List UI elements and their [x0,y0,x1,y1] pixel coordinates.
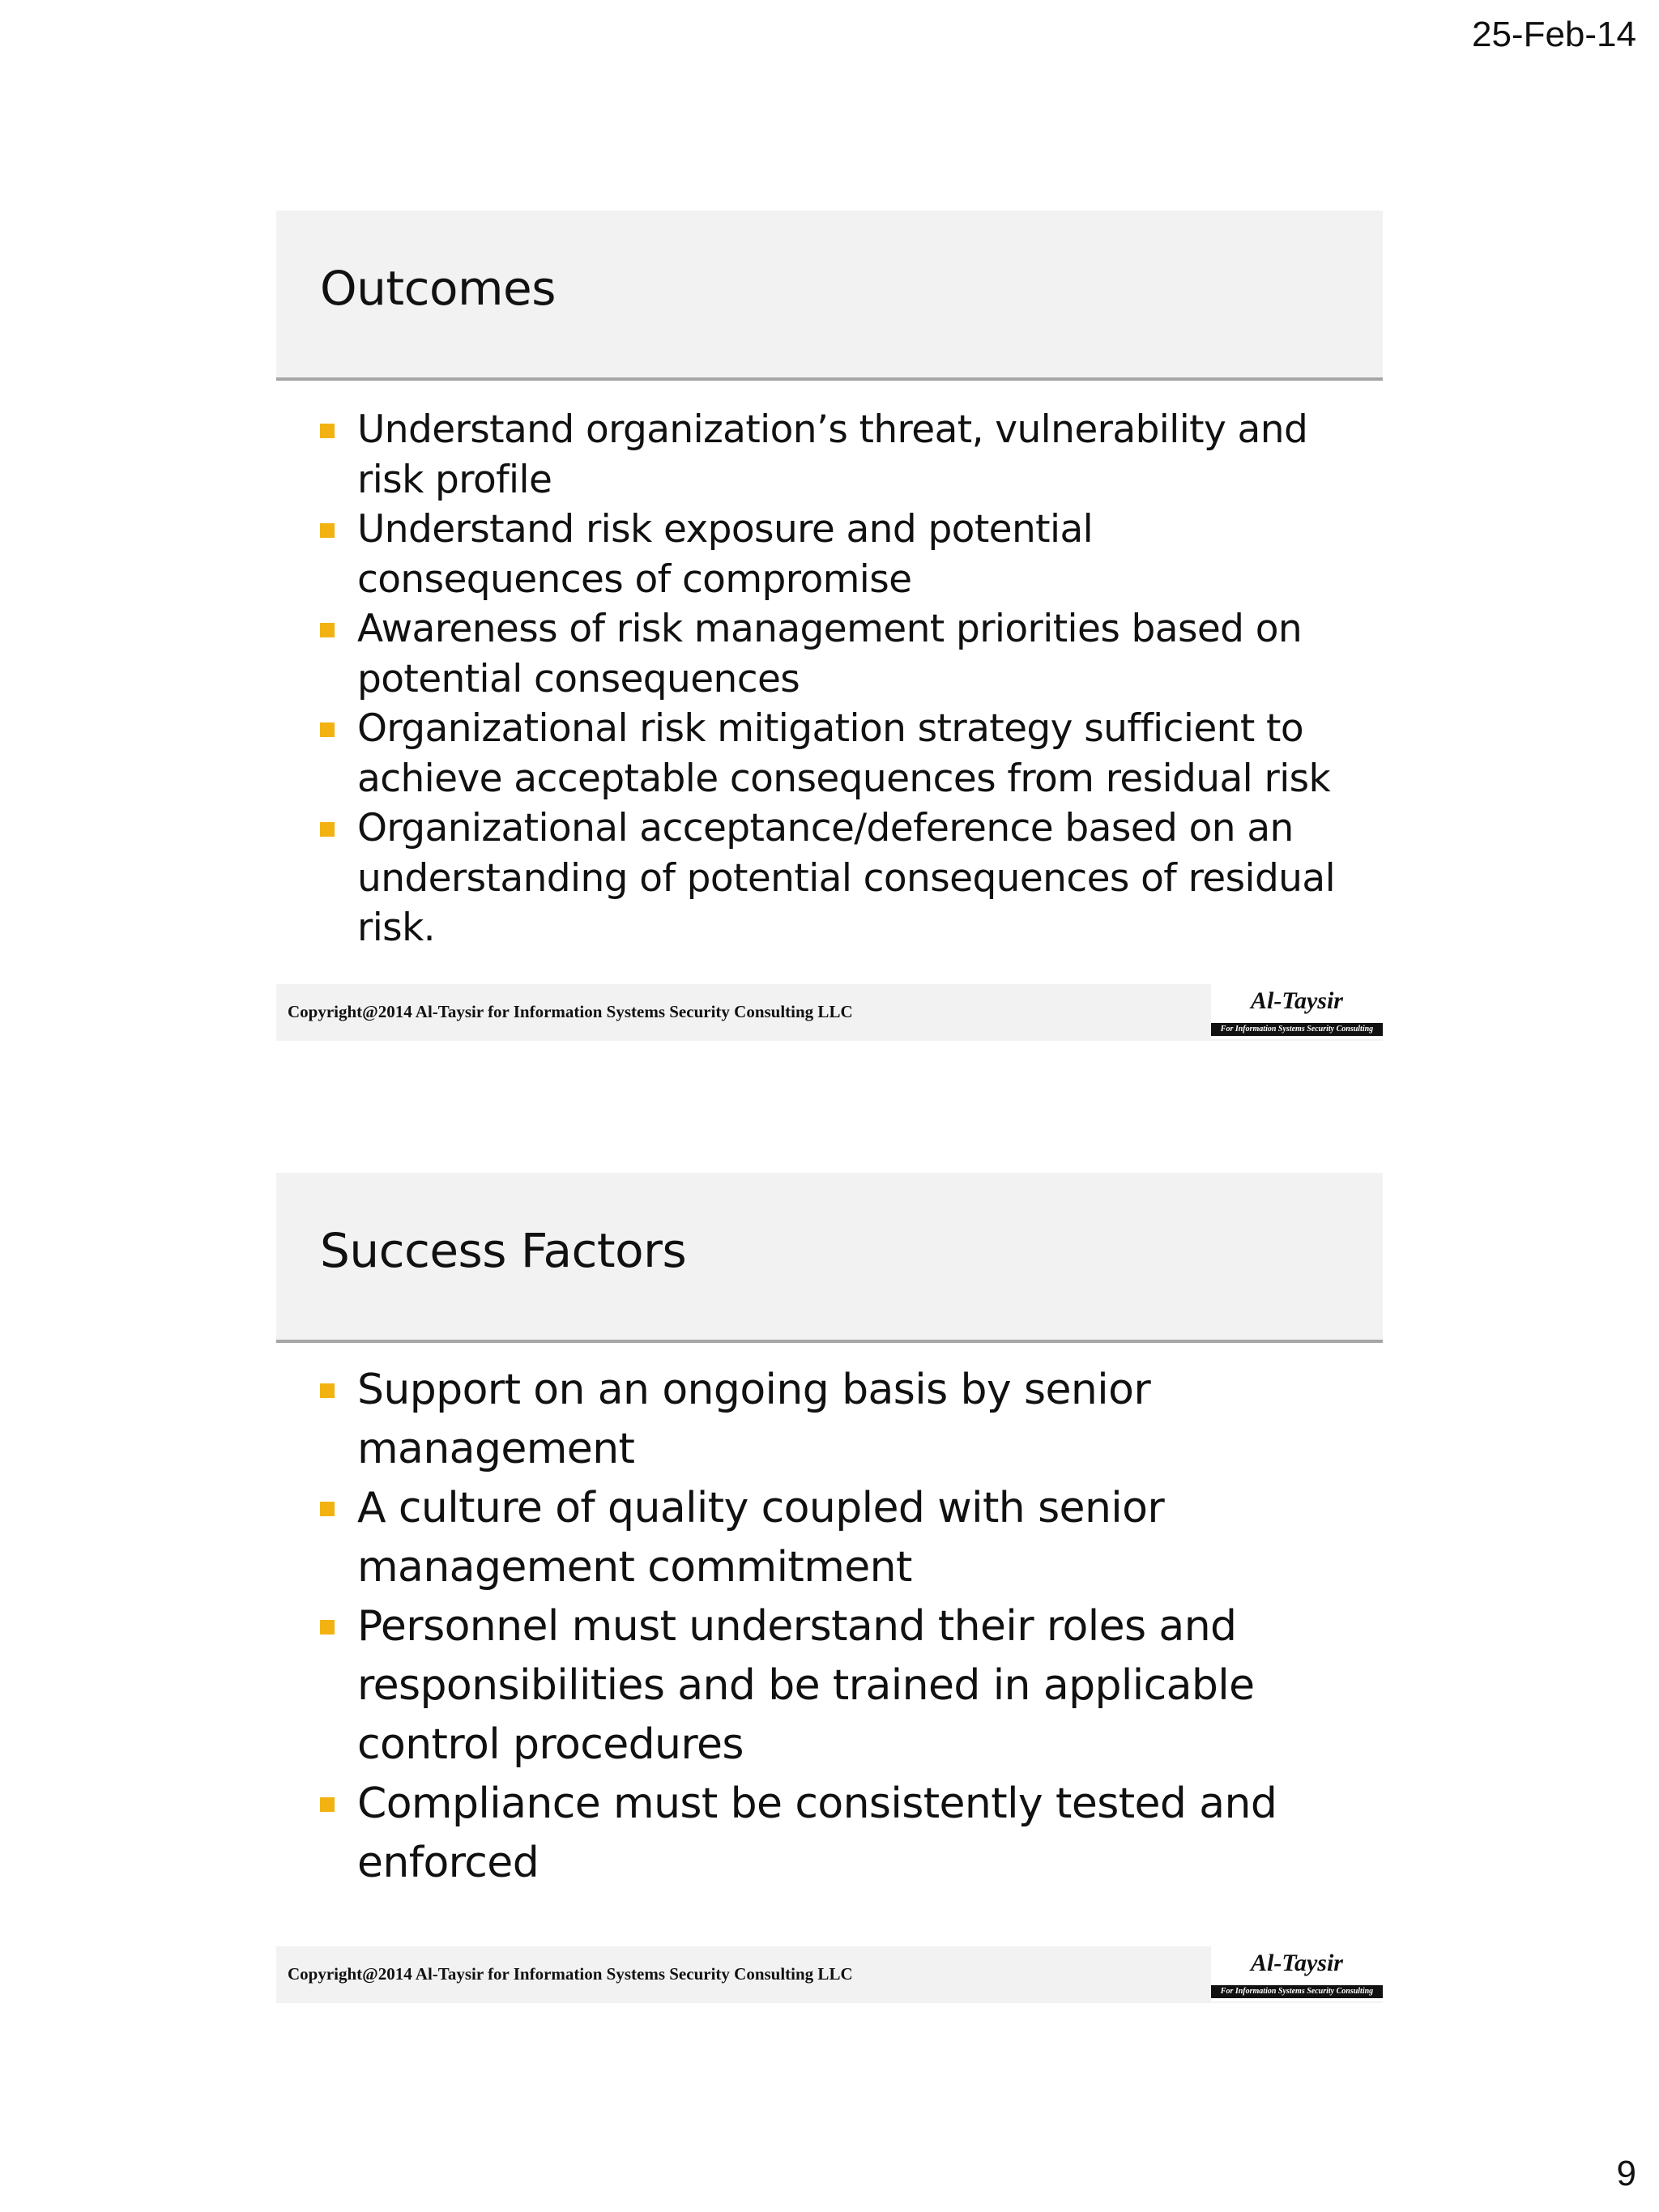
logo-name: Al-Taysir [1251,1950,1343,1976]
bullet-list [320,1361,1365,1893]
square-bullet-icon [320,1502,335,1516]
square-bullet-icon [320,822,335,837]
page-number: 9 [1616,2154,1636,2193]
bullet-text: A culture of quality coupled with senior management commitment [357,1484,1165,1592]
bullet-text: Awareness of risk management priorities based on potential consequences [357,607,1303,701]
square-bullet-icon [320,722,335,737]
logo-tagline: For Information Systems Security Consulting [1211,1023,1383,1036]
company-logo [1211,984,1383,1039]
slide-title: Success Factors [320,1223,687,1278]
bullet-text: Organizational risk mitigation strategy sufficient to achieve acceptable consequences from residual risk [357,706,1331,801]
slide-success-factors [276,1173,1383,2003]
slide-header [276,211,1383,381]
bullet-text: Support on an ongoing basis by senior management [357,1366,1151,1473]
slide-outcomes [276,211,1383,1041]
bullet-item [320,1775,1365,1893]
logo-tagline: For Information Systems Security Consulting [1211,1985,1383,1998]
square-bullet-icon [320,1620,335,1634]
bullet-item [320,1597,1365,1775]
square-bullet-icon [320,1797,335,1812]
page-date: 25-Feb-14 [1471,15,1636,54]
bullet-item [320,803,1365,953]
logo-name: Al-Taysir [1251,987,1343,1014]
copyright-text: Copyright@2014 Al-Taysir for Information Systems Security Consulting LLC [288,1002,853,1021]
bullet-item [320,505,1365,604]
slide-footer [276,1946,1383,2003]
bullet-text: Organizational acceptance/deference based on an understanding of potential consequences of residual risk. [357,806,1336,950]
bullet-item [320,1479,1365,1597]
bullet-item [320,1361,1365,1479]
bullet-list [320,405,1365,953]
bullet-item [320,604,1365,704]
square-bullet-icon [320,523,335,538]
slide-header [276,1173,1383,1343]
square-bullet-icon [320,1383,335,1398]
bullet-text: Understand risk exposure and potential consequences of compromise [357,507,1094,602]
slide-title: Outcomes [320,261,556,316]
bullet-text: Understand organization’s threat, vulnerability and risk profile [357,407,1308,502]
company-logo [1211,1946,1383,2001]
bullet-item [320,704,1365,803]
bullet-text: Compliance must be consistently tested and enforced [357,1779,1277,1887]
square-bullet-icon [320,623,335,637]
slide-footer [276,984,1383,1041]
square-bullet-icon [320,424,335,438]
bullet-text: Personnel must understand their roles and responsibilities and be trained in applicable control procedures [357,1602,1255,1769]
copyright-text: Copyright@2014 Al-Taysir for Information Systems Security Consulting LLC [288,1964,853,1984]
bullet-item [320,405,1365,505]
